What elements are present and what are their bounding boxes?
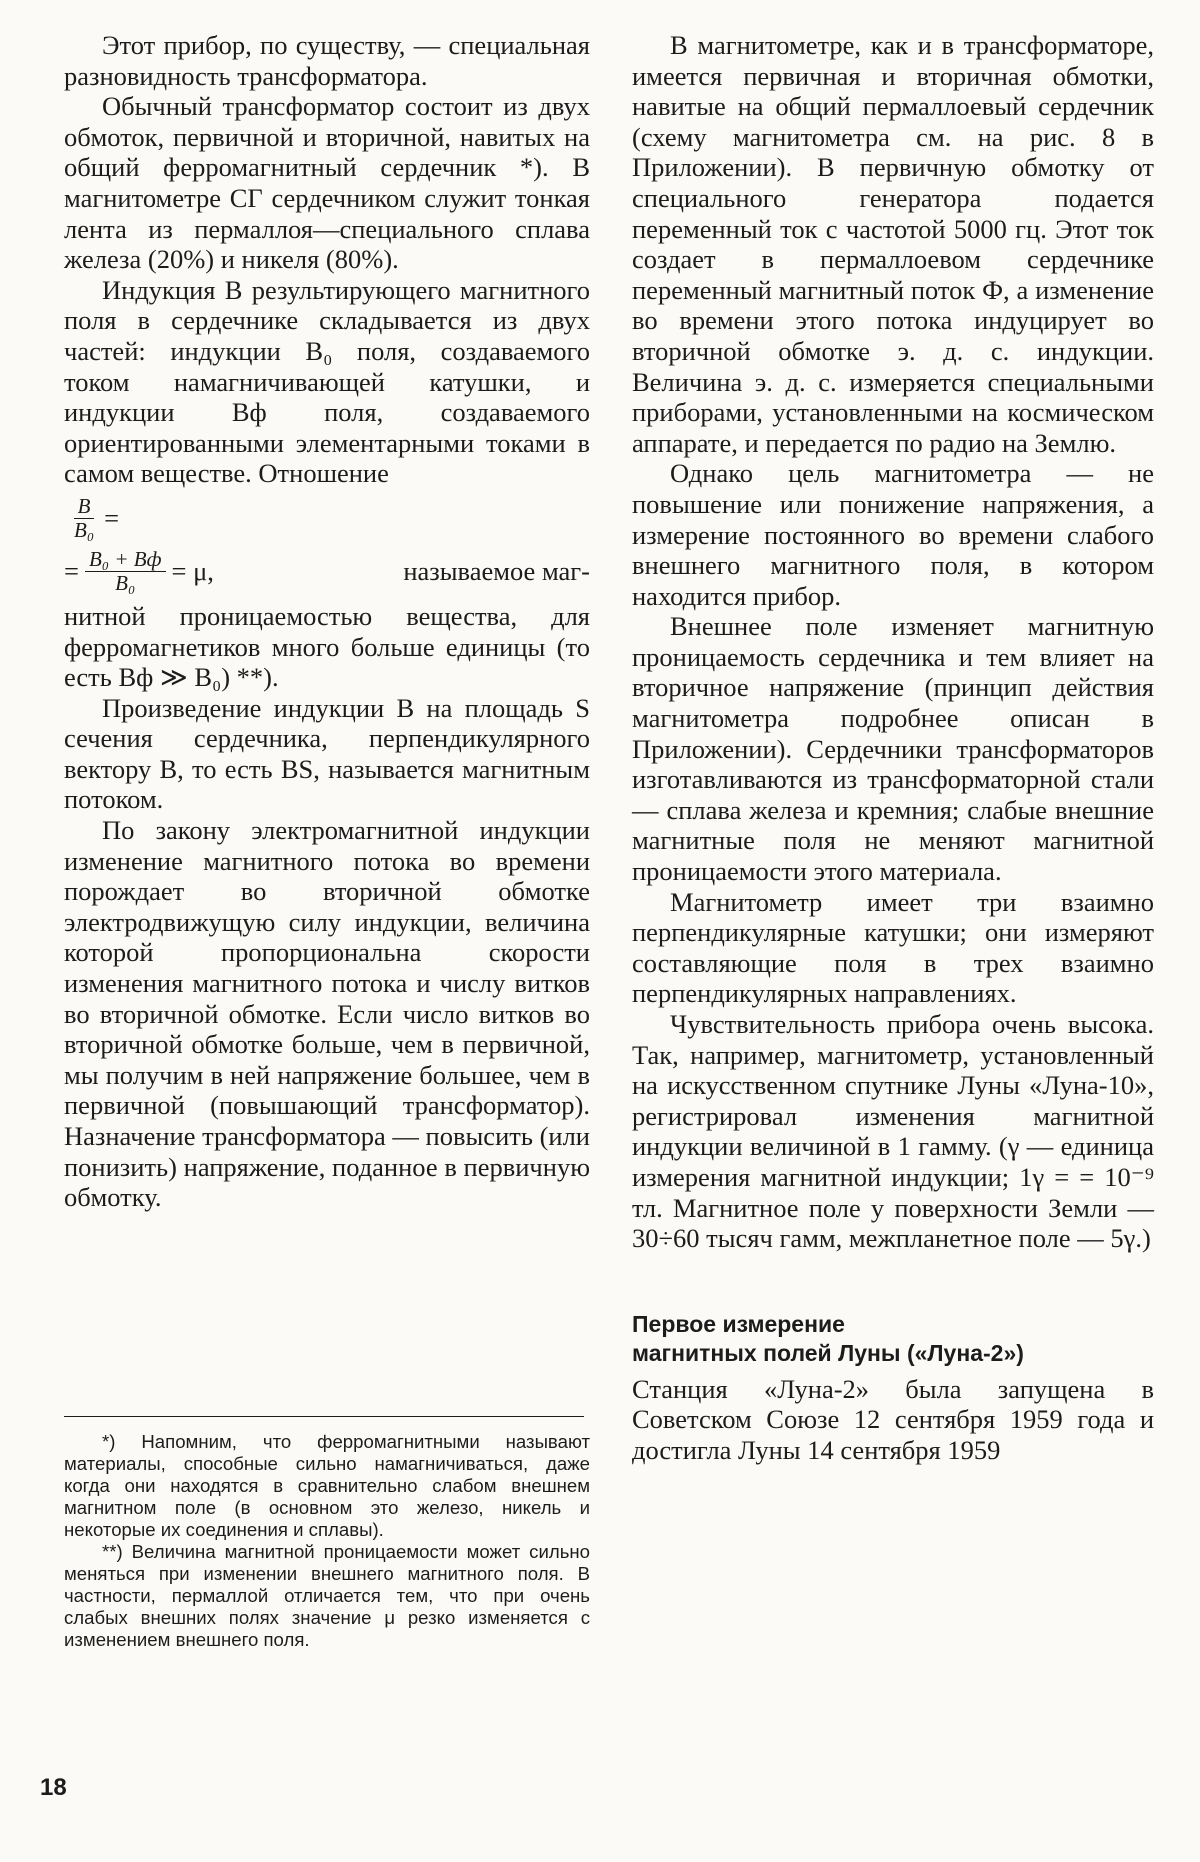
formula-mu: [64, 548, 590, 595]
paragraph: Чувствительность прибора очень высока. Так, например, магнитометр, установленный на искусственном спутнике Луны «Луна-10», регистрировал изменения магнитной индукции величиной в 1 гамму. (γ — единица измерения магнитной индукции; 1γ = = 10⁻⁹ тл. Магнитное поле у поверхности Земли — 30÷60 тысяч гамм, межпланетное поле — 5γ.): [632, 1009, 1154, 1254]
left-column: [64, 30, 590, 1213]
equals-sign: =: [104, 503, 120, 534]
fraction-mu: [85, 548, 166, 595]
fraction-numerator: B₀ + Bф: [85, 548, 166, 572]
paragraph: Станция «Луна-2» была запущена в Советском Союзе 12 сентября 1959 года и достигла Луны 14 сентября 1959: [632, 1373, 1154, 1465]
footnote: **) Величина магнитной проницаемости может сильно меняться при изменении внешнего магнитного поля. В частности, пермаллой отличается тем, что при очень слабых внешних полях значение μ резко изменяется с изменением внешнего поля.: [64, 1541, 590, 1650]
paragraph: В магнитометре, как и в трансформаторе, имеется первичная и вторичная обмотки, навитые на общий пермаллоевый сердечник (схему магнитометра см. на рис. 8 в Приложении). В первичную обмотку от специального генератора подается переменный ток с частотой 5000 гц. Этот ток создает в пермаллоевом сердечнике переменный магнитный поток Ф, а изменение во времени этого потока индуцирует во вторичной обмотке э. д. с. индукции. Величина э. д. с. измеряется специальными приборами, установленными на космическом аппарате, и передается по радио на Землю.: [632, 30, 1154, 458]
formula-result: = μ,: [171, 556, 214, 587]
equals-sign: =: [64, 556, 79, 587]
paragraph: Обычный трансформатор состоит из двух обмоток, первичной и вторичной, навитых на общий ферромагнитный сердечник *). В магнитометре СГ сердечником служит тонкая лента из пермаллоя—специального сплава железа (20%) и никеля (80%).: [64, 91, 590, 275]
paragraph: Произведение индукции B на площадь S сечения сердечника, перпендикулярного вектору B, то есть BS, называется магнитным потоком.: [64, 692, 590, 815]
fraction-denominator: B₀: [115, 570, 136, 595]
formula-trailing-text: называемое маг-: [403, 556, 590, 587]
paragraph: Индукция B результирующего магнитного поля в сердечнике складывается из двух частей: индукции B₀ поля, создаваемого током намагничивающей катушки, и индукции Bф поля, создаваемого ориентированными элементарными токами в самом веществе. Отношение: [64, 274, 590, 489]
fraction-numerator: B: [74, 495, 95, 519]
paragraph: нитной проницаемостью вещества, для ферромагнетиков много больше единицы (то есть Bф ≫ B₀) **).: [64, 600, 590, 693]
paragraph: Однако цель магнитометра — не повышение или понижение напряжения, а измерение постоянного во времени слабого внешнего магнитного поля, в котором находится прибор.: [632, 458, 1154, 611]
paragraph: Магнитометр имеет три взаимно перпендикулярные катушки; они измеряют составляющие поля в трех взаимно перпендикулярных направлениях.: [632, 886, 1154, 1009]
right-column: [632, 30, 1154, 1466]
footnotes: [64, 1416, 590, 1651]
fraction-b-over-b0: [70, 495, 98, 542]
section-heading-line: Первое измерение: [632, 1310, 845, 1337]
section-heading-line: магнитных полей Луны («Луна-2»): [632, 1339, 1024, 1366]
fraction-denominator: B₀: [74, 517, 95, 542]
footnote: *) Напомним, что ферромагнитными называют материалы, способные сильно намагничиваться, даже когда они находятся в сравнительно слабом внешнем магнитном поле (в основном это железо, никель и некоторые их соединения и сплавы).: [64, 1431, 590, 1540]
section-heading: [632, 1310, 1154, 1368]
footnote-divider: [64, 1416, 584, 1417]
paragraph: По закону электромагнитной индукции изменение магнитного потока во времени порождает во вторичной обмотке электродвижущую силу индукции, величина которой пропорциональна скорости изменения магнитного потока и числу витков во вторичной обмотке. Если число витков во вторичной обмотке больше, чем в первичной, мы получим в ней напряжение большее, чем в первичной (повышающий трансформатор). Назначение трансформатора — повысить (или понизить) напряжение, поданное в первичную обмотку.: [64, 815, 590, 1213]
paragraph: Внешнее поле изменяет магнитную проницаемость сердечника и тем влияет на вторичное напряжение (принцип действия магнитометра подробнее описан в Приложении). Сердечники трансформаторов изготавливаются из трансформаторной стали — сплава железа и кремния; слабые внешние магнитные поля не меняют магнитной проницаемости этого материала.: [632, 611, 1154, 887]
paragraph: Этот прибор, по существу, — специальная разновидность трансформатора.: [64, 30, 590, 91]
formula-ratio: [64, 495, 590, 542]
page-number: 18: [40, 1774, 67, 1801]
